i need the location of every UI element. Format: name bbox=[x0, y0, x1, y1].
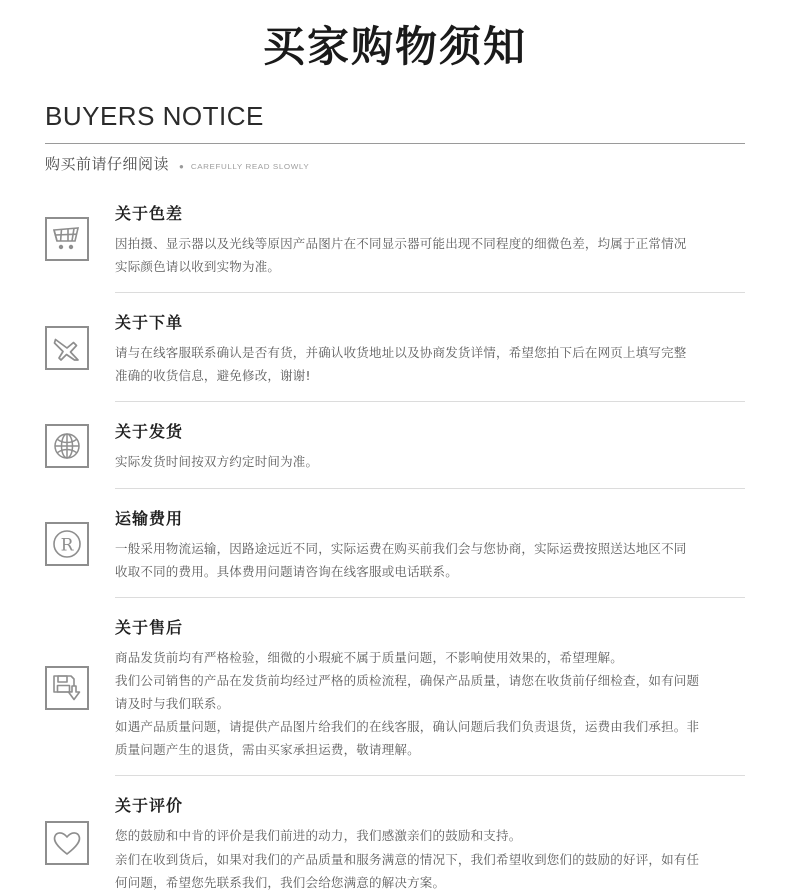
section-body-line: 收取不同的费用。具体费用问题请咨询在线客服或电话联系。 bbox=[115, 563, 458, 579]
section-text bbox=[115, 614, 790, 762]
section-text bbox=[115, 418, 790, 473]
buyers-notice-heading: BUYERS NOTICE bbox=[45, 101, 264, 132]
section-text bbox=[115, 200, 790, 278]
section-divider bbox=[115, 292, 745, 293]
notice-sections bbox=[0, 200, 790, 894]
subtitle-row bbox=[45, 153, 745, 174]
section-heading: 关于售后 bbox=[115, 617, 184, 637]
section-icon-container bbox=[45, 326, 115, 370]
registered-trademark-icon bbox=[45, 522, 89, 566]
section-heading: 关于发货 bbox=[115, 422, 184, 442]
section-body-line: 因拍摄、显示器以及光线等原因产品图片在不同显示器可能出现不同程度的细微色差，均属于正常情况 bbox=[115, 235, 687, 251]
section-icon-container bbox=[45, 424, 115, 468]
section-heading: 关于下单 bbox=[115, 313, 184, 333]
section-divider bbox=[115, 597, 745, 598]
section-divider bbox=[115, 775, 745, 776]
bullet-dot-icon: ● bbox=[179, 161, 184, 171]
notice-section bbox=[0, 505, 790, 583]
globe-icon bbox=[45, 424, 89, 468]
section-body bbox=[115, 824, 745, 893]
section-body-line: 亲们在收到货后，如果对我们的产品质量和服务满意的情况下，我们希望收到您们的鼓励的好评，如有任 bbox=[115, 851, 700, 867]
section-body-line: 您的鼓励和中肯的评价是我们前进的动力，我们感激亲们的鼓励和支持。 bbox=[115, 828, 522, 844]
section-body bbox=[115, 646, 745, 762]
section-icon-container bbox=[45, 217, 115, 261]
header-divider bbox=[45, 143, 745, 144]
section-heading: 运输费用 bbox=[115, 508, 184, 528]
section-icon-container bbox=[45, 666, 115, 710]
notice-section bbox=[0, 792, 790, 893]
section-body bbox=[115, 341, 745, 387]
section-icon-container bbox=[45, 821, 115, 865]
heart-icon bbox=[45, 821, 89, 865]
section-text bbox=[115, 505, 790, 583]
section-body-line: 准确的收货信息，避免修改，谢谢! bbox=[115, 368, 311, 384]
section-body-line: 请及时与我们联系。 bbox=[115, 696, 230, 712]
notice-section bbox=[0, 200, 790, 278]
section-heading: 关于评价 bbox=[115, 796, 184, 816]
section-body-line: 如遇产品质量问题，请提供产品图片给我们的在线客服，确认问题后我们负责退货，运费由我们承担。非 bbox=[115, 719, 700, 735]
section-body-line: 商品发货前均有严格检验，细微的小瑕疵不属于质量问题，不影响使用效果的，希望理解。 bbox=[115, 649, 624, 665]
section-text bbox=[115, 792, 790, 893]
subtitle-en: CAREFULLY READ SLOWLY bbox=[190, 162, 310, 171]
section-body-line: 一般采用物流运输，因路途远近不同，实际运费在购买前我们会与您协商，实际运费按照送达地区不同 bbox=[115, 540, 687, 556]
save-download-icon bbox=[45, 666, 89, 710]
header-block bbox=[45, 102, 745, 174]
notice-section bbox=[0, 614, 790, 762]
section-body bbox=[115, 450, 745, 473]
subtitle-cn: 购买前请仔细阅读 bbox=[45, 154, 170, 173]
section-body-line: 实际颜色请以收到实物为准。 bbox=[115, 259, 281, 275]
section-icon-container bbox=[45, 522, 115, 566]
airplane-icon bbox=[45, 326, 89, 370]
svg-text:R: R bbox=[60, 535, 74, 556]
page-title: 买家购物须知 bbox=[262, 22, 527, 71]
section-body-line: 何问题，希望您先联系我们，我们会给您满意的解决方案。 bbox=[115, 874, 446, 890]
section-body bbox=[115, 537, 745, 583]
shopping-cart-icon bbox=[45, 217, 89, 261]
section-text bbox=[115, 309, 790, 387]
section-body-line: 实际发货时间按双方约定时间为准。 bbox=[115, 454, 319, 470]
section-body bbox=[115, 232, 745, 278]
notice-section bbox=[0, 418, 790, 473]
section-heading: 关于色差 bbox=[115, 203, 184, 223]
section-body-line: 质量问题产生的退货，需由买家承担运费，敬请理解。 bbox=[115, 742, 420, 758]
section-body-line: 请与在线客服联系确认是否有货，并确认收货地址以及协商发货详情，希望您拍下后在网页上填写完整 bbox=[115, 345, 687, 361]
notice-section bbox=[0, 309, 790, 387]
section-divider bbox=[115, 488, 745, 489]
section-body-line: 我们公司销售的产品在发货前均经过严格的质检流程，确保产品质量，请您在收货前仔细检查，如有问题 bbox=[115, 672, 700, 688]
section-divider bbox=[115, 401, 745, 402]
